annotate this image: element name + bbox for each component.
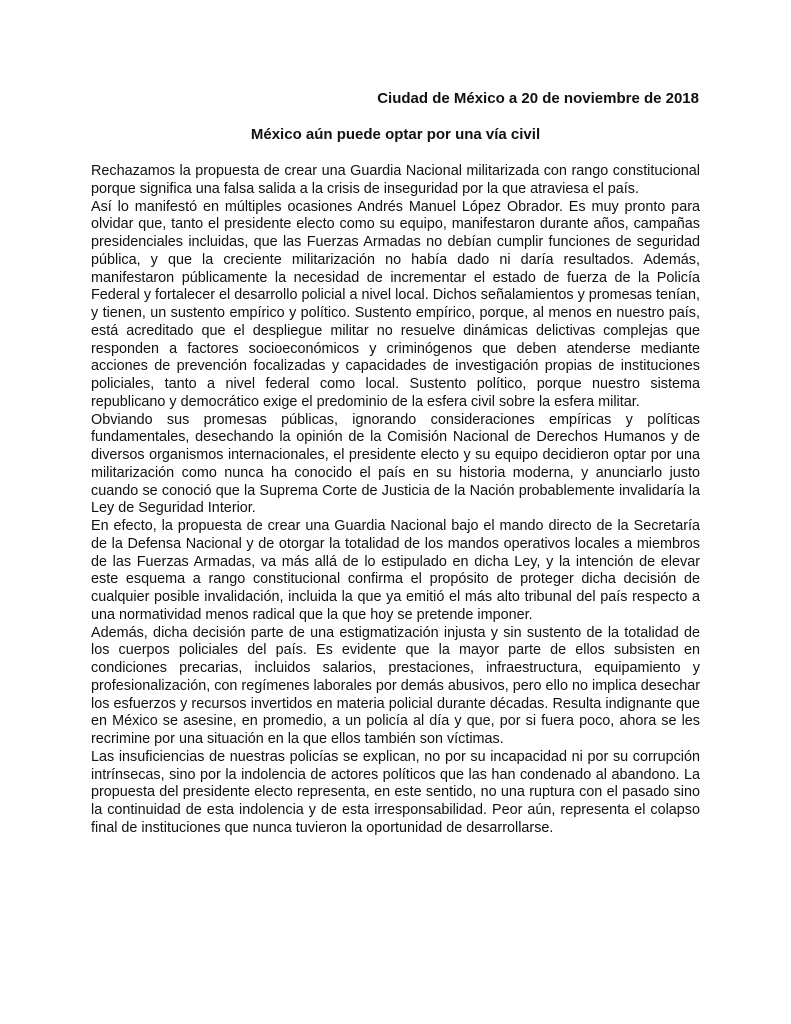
- document-body: [91, 163, 700, 838]
- paragraph-2: Así lo manifestó en múltiples ocasiones Andrés Manuel López Obrador. Es muy pronto para olvidar que, tanto el presidente electo como su equipo, manifestaron durante años, campañas presidenciales incluidas, que las Fuerzas Armadas no debían cumplir funciones de seguridad pública, y que la creciente militarización no había dado ni daría resultados. Además, manifestaron públicamente la necesidad de incrementar el estado de fuerza de la Policía Federal y fortalecer el desarrollo policial a nivel local. Dichos señalamientos y promesas tenían, y tienen, un sustento empírico y político. Sustento empírico, porque, al menos en nuestro país, está acreditado que el despliegue militar no resuelve dinámicas delictivas complejas que responden a factores socioeconómicos y criminógenos que deben atenderse mediante acciones de prevención focalizadas y capacidades de investigación propias de instituciones policiales, tanto a nivel federal como local. Sustento político, porque nuestro sistema republicano y democrático exige el predominio de la esfera civil sobre la esfera militar.: [91, 198, 700, 410]
- paragraph-5: Además, dicha decisión parte de una estigmatización injusta y sin sustento de la totalidad de los cuerpos policiales del país. Es evidente que la mayor parte de ellos subsisten en condiciones precarias, incluidos salarios, prestaciones, infraestructura, equipamiento y profesionalización, con regímenes laborales por demás abusivos, pero ello no implica desechar los esfuerzos y recursos invertidos en materia policial durante décadas. Resulta indignante que en México se asesine, en promedio, a un policía al día y que, por si fuera poco, ahora se les recrimine por una situación en la que ellos también son víctimas.: [91, 624, 700, 747]
- paragraph-4: En efecto, la propuesta de crear una Guardia Nacional bajo el mando directo de la Secretaría de la Defensa Nacional y de otorgar la totalidad de los mandos operativos locales a miembros de las Fuerzas Armadas, va más allá de lo estipulado en dicha Ley, y la intención de elevar este esquema a rango constitucional confirma el propósito de proteger dicha decisión de cualquier posible invalidación, incluida la que ya emitió el más alto tribunal del país respecto a una normatividad menos radical que la que hoy se pretende imponer.: [91, 518, 700, 623]
- date-line: Ciudad de México a 20 de noviembre de 2018: [377, 90, 699, 107]
- paragraph-1: Rechazamos la propuesta de crear una Guardia Nacional militarizada con rango constitucional porque significa una falsa salida a la crisis de inseguridad por la que atraviesa el país.: [91, 163, 700, 197]
- paragraph-6: Las insuficiencias de nuestras policías se explican, no por su incapacidad ni por su corrupción intrínsecas, sino por la indolencia de actores políticos que las han condenado al abandono. La propuesta del presidente electo representa, en este sentido, no una ruptura con el pasado sino la continuidad de esta indolencia y de esta irresponsabilidad. Peor aún, representa el colapso final de instituciones que nunca tuvieron la oportunidad de desarrollarse.: [91, 748, 700, 836]
- document-title: México aún puede optar por una vía civil: [250, 126, 541, 143]
- paragraph-3: Obviando sus promesas públicas, ignorando consideraciones empíricas y políticas fundamentales, desechando la opinión de la Comisión Nacional de Derechos Humanos y de diversos organismos internacionales, el presidente electo y su equipo decidieron optar por una militarización como nunca ha conocido el país en su historia moderna, y anunciarlo justo cuando se conoció que la Suprema Corte de Justicia de la Nación probablemente invalidaría la Ley de Seguridad Interior.: [91, 411, 700, 517]
